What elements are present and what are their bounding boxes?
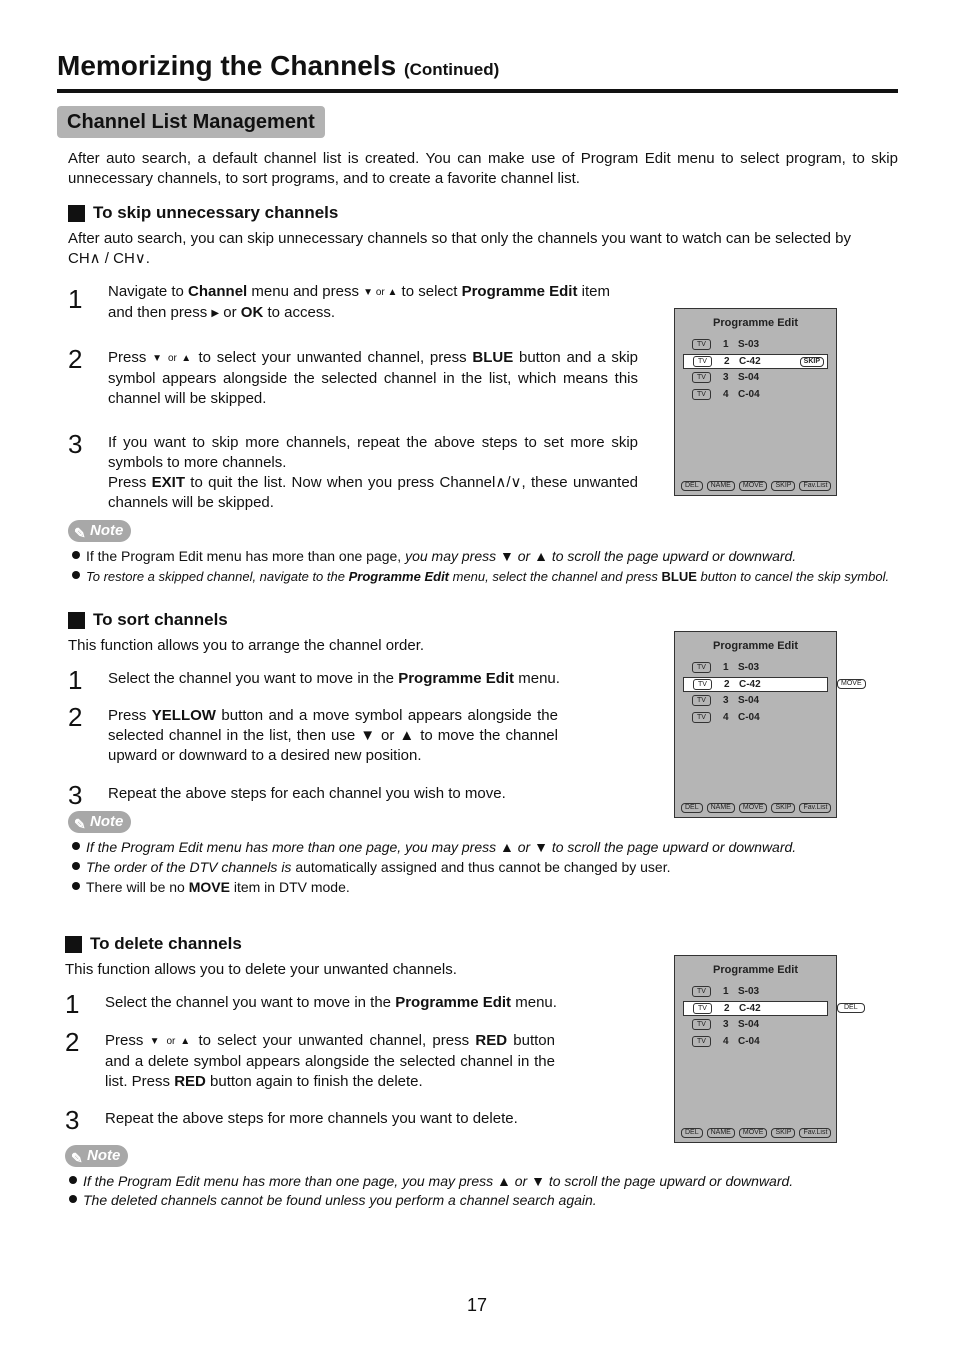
sort-step-1: Select the channel you want to move in the Programme Edit menu. (108, 670, 560, 687)
skip-heading: To skip unnecessary channels (68, 203, 338, 223)
note-badge: ✎ Note (68, 811, 131, 833)
channel-row-selected: TV 2 C-42 SKIP (683, 354, 828, 369)
name-button: NAME (707, 1128, 735, 1138)
channel-row: TV 4 C-04 (683, 388, 828, 403)
tv-tag: TV (693, 679, 712, 690)
skip-note-2: To restore a skipped channel, navigate to the Programme Edit menu, select the channel and press BLUE button to cancel the skip symbol. (72, 567, 889, 586)
fav-list-button: Fav.List (799, 481, 831, 491)
skip-step-3: If you want to skip more channels, repeat the above steps to set more skip symbols to more channels. Press EXIT to quit the list. Now when you press Channel∧/∨, these unwanted channels will be skipped. (108, 434, 638, 511)
channel-row: TV 1 S-03 (683, 338, 828, 353)
screen-buttons (681, 1128, 831, 1138)
bullet-icon (69, 1176, 77, 1184)
skip-intro: After auto search, you can skip unnecessary channels so that only the channels you want to watch can be selected by CH∧ / CH∨. (68, 230, 851, 267)
delete-note-1: If the Program Edit menu has more than one page, you may press ▲ or ▼ to scroll the page upward or downward. (69, 1172, 793, 1191)
intro-text: After auto search, a default channel list is created. You can make use of Program Edit menu to select program, to skip unnecessary channels, to sort programs, and to create a favorite channel list. (68, 150, 898, 187)
channel-row: TV 4 C-04 (683, 711, 828, 726)
down-up-arrow-icon: ▼ or ▲ (152, 353, 193, 364)
move-button: MOVE (739, 803, 768, 813)
skip-button: SKIP (771, 481, 795, 491)
down-up-arrow-icon: ▼ or ▲ (363, 287, 398, 298)
bullet-icon (69, 1195, 77, 1203)
delete-note-2: The deleted channels cannot be found unless you perform a channel search again. (69, 1191, 597, 1210)
skip-step-1: Navigate to Channel menu and press ▼ or ▲ to select Programme Edit item and then press ▶ or OK to access. (108, 283, 610, 321)
name-button: NAME (707, 481, 735, 491)
title-rule (57, 89, 898, 93)
tv-tag: TV (693, 356, 712, 367)
skip-step-2: Press ▼ or ▲ to select your unwanted channel, press BLUE button and a skip symbol appears alongside the selected channel in the list, which means this channel will be skipped. (108, 349, 639, 407)
delete-intro: This function allows you to delete your unwanted channels. (65, 961, 457, 978)
channel-row-selected: TV 2 C-42 (683, 1001, 828, 1016)
screen-buttons (681, 803, 831, 813)
bullet-icon (72, 862, 80, 870)
skip-step-2-number: 2 (68, 344, 83, 374)
bullet-icon (72, 842, 80, 850)
del-button: DEL (681, 803, 703, 813)
tv-tag: TV (692, 389, 711, 400)
delete-step-2-number: 2 (65, 1027, 80, 1057)
sort-heading: To sort channels (68, 610, 228, 630)
delete-step-3: Repeat the above steps for more channels you want to delete. (105, 1110, 518, 1127)
sort-step-2: Press YELLOW button and a move symbol appears alongside the selected channel in the list, then use ▼ or ▲ to move the channel upward or downward to a desired new position. (108, 707, 558, 764)
del-button: DEL (681, 1128, 703, 1138)
move-button: MOVE (739, 1128, 768, 1138)
sort-step-2-number: 2 (68, 702, 83, 732)
channel-row: TV 3 S-04 (683, 694, 828, 709)
programme-edit-screen-move (674, 631, 837, 818)
move-button: MOVE (739, 481, 768, 491)
pencil-icon: ✎ (74, 816, 86, 832)
note-badge: ✎ Note (68, 520, 131, 542)
channel-row: TV 3 S-04 (683, 371, 828, 386)
tv-tag: TV (693, 1003, 712, 1014)
tv-tag: TV (692, 662, 711, 673)
sort-intro: This function allows you to arrange the channel order. (68, 637, 425, 654)
screen-title: Programme Edit (713, 964, 798, 976)
sort-step-1-number: 1 (68, 665, 83, 695)
channel-row: TV 1 S-03 (683, 661, 828, 676)
screen-title: Programme Edit (713, 317, 798, 329)
del-button: DEL (681, 481, 703, 491)
section-title: Channel List Management (57, 106, 325, 138)
right-arrow-icon: ▶ (211, 308, 220, 319)
pencil-icon: ✎ (74, 525, 86, 541)
bullet-icon (72, 551, 80, 559)
pencil-icon: ✎ (71, 1150, 83, 1166)
page-title: Memorizing the Channels (Continued) (57, 50, 500, 81)
channel-row: TV 4 C-04 (683, 1035, 828, 1050)
skip-step-1-number: 1 (68, 284, 83, 314)
skip-button: SKIP (771, 1128, 795, 1138)
delete-step-2: Press ▼ or ▲ to select your unwanted channel, press RED button and a delete symbol appears alongside the selected channel in the list. Press RED button again to finish the delete. (105, 1032, 555, 1090)
sort-note-1: If the Program Edit menu has more than one page, you may press ▲ or ▼ to scroll the page upward or downward. (72, 838, 796, 857)
move-symbol: MOVE (837, 679, 866, 689)
programme-edit-screen-delete (674, 955, 837, 1143)
tv-tag: TV (692, 372, 711, 383)
tv-tag: TV (692, 695, 711, 706)
channel-row-selected: TV 2 C-42 (683, 677, 828, 692)
heading-square-icon (68, 612, 85, 629)
bullet-icon (72, 571, 80, 579)
programme-edit-screen-skip (674, 308, 837, 496)
note-badge: ✎ Note (65, 1145, 128, 1167)
fav-list-button: Fav.List (799, 803, 831, 813)
channel-row: TV 1 S-03 (683, 985, 828, 1000)
delete-step-1: Select the channel you want to move in the Programme Edit menu. (105, 994, 557, 1011)
page-number: 17 (466, 1295, 488, 1315)
bullet-icon (72, 882, 80, 890)
skip-note-1: If the Program Edit menu has more than one page, you may press ▼ or ▲ to scroll the page upward or downward. (72, 547, 796, 566)
delete-step-1-number: 1 (65, 989, 80, 1019)
skip-symbol: SKIP (800, 357, 824, 367)
sort-step-3: Repeat the above steps for each channel you wish to move. (108, 785, 506, 802)
tv-tag: TV (692, 712, 711, 723)
delete-heading: To delete channels (65, 934, 242, 954)
tv-tag: TV (692, 339, 711, 350)
screen-buttons (681, 481, 831, 491)
tv-tag: TV (692, 1019, 711, 1030)
page-title-continued: (Continued) (403, 60, 500, 79)
del-symbol: DEL (837, 1003, 865, 1013)
delete-step-3-number: 3 (65, 1105, 80, 1135)
heading-square-icon (65, 936, 82, 953)
sort-note-3: There will be no MOVE item in DTV mode. (72, 878, 350, 897)
tv-tag: TV (692, 1036, 711, 1047)
down-up-arrow-icon: ▼ or ▲ (149, 1036, 193, 1047)
skip-step-3-number: 3 (68, 429, 83, 459)
name-button: NAME (707, 803, 735, 813)
sort-step-3-number: 3 (68, 780, 83, 810)
tv-tag: TV (692, 986, 711, 997)
sort-note-2: The order of the DTV channels is automatically assigned and thus cannot be changed by user. (72, 858, 670, 877)
heading-square-icon (68, 205, 85, 222)
channel-row: TV 3 S-04 (683, 1018, 828, 1033)
skip-button: SKIP (771, 803, 795, 813)
fav-list-button: Fav.List (799, 1128, 831, 1138)
screen-title: Programme Edit (713, 640, 798, 652)
